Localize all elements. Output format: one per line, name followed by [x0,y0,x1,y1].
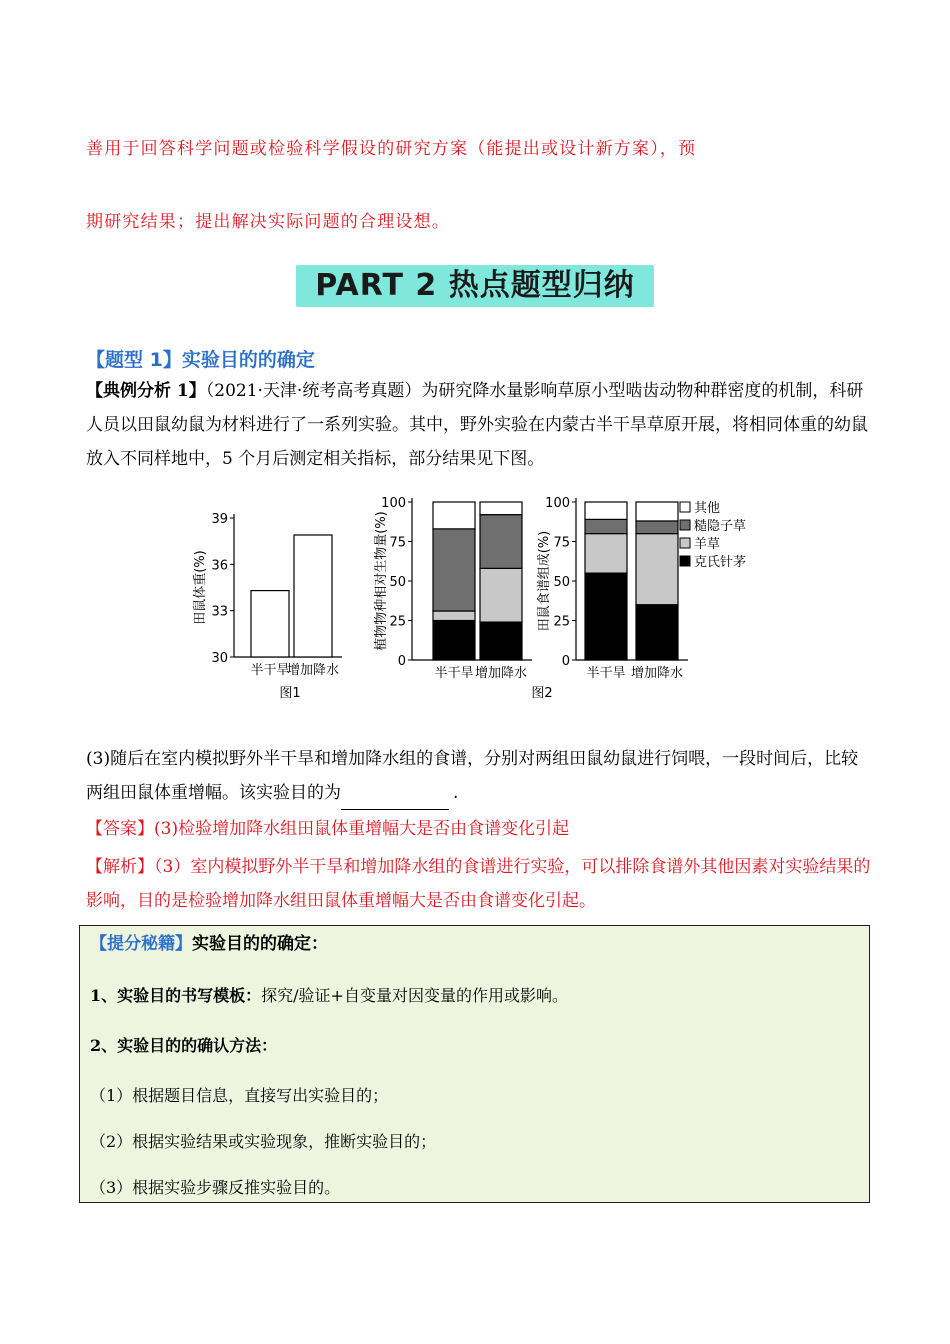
y-tick-label: 0 [397,654,406,669]
x-tick-label: 半干旱 [250,663,290,678]
legend-swatch [680,538,690,548]
bar [251,591,289,657]
stacked-bar-segment [585,502,627,519]
stacked-bar-segment [480,568,522,622]
y-tick-label: 25 [553,614,570,630]
tips-sub-3: （3）根据实验步骤反推实验目的。 [90,1178,341,1197]
stacked-bar-segment [636,521,678,534]
answer-label: 【答案】 [86,819,154,839]
y-tick-label: 100 [381,496,406,511]
example-text: （2021·天津·统考高考真题）为研究降水量影响草原小型啮齿动物种群密度的机制，科研人员以田鼠幼鼠为材料进行了一系列实验。其中，野外实验在内蒙古半干旱草原开展，将相同体重的幼鼠放入不同样地中，5 个月后测定相关指标，部分结果见下图。 [86,381,868,469]
stacked-bar-segment [480,515,522,569]
answer-line [86,812,871,846]
legend-label: 糙隐子草 [694,519,747,534]
figure-caption: 图1 [279,686,301,701]
question-type-title: 【题型 1】实验目的的确定 [86,349,315,371]
x-tick-label: 半干旱 [434,666,474,681]
y-tick-label: 30 [211,651,228,666]
legend-swatch [680,502,690,512]
stacked-bar-segment [636,605,678,660]
stacked-bar-segment [480,622,522,660]
stacked-bar-segment [636,502,678,521]
part-banner: PART 2 热点题型归纳 [296,265,654,307]
analysis-paragraph [86,850,871,918]
question-3 [86,742,871,810]
y-tick-label: 75 [553,535,570,551]
legend-swatch [680,556,690,566]
y-tick-label: 75 [389,535,406,551]
question-end: . [453,783,459,803]
y-tick-label: 100 [545,496,570,511]
question-text: (3)随后在室内模拟野外半干旱和增加降水组的食谱，分别对两组田鼠幼鼠进行饲喂，一段时间后，比较两组田鼠体重增幅。该实验目的为 [86,749,859,803]
example-paragraph [86,374,871,476]
stacked-bar-segment [585,519,627,533]
y-tick-label: 33 [211,604,228,620]
bar [294,535,332,657]
y-tick-label: 25 [389,614,406,630]
tips-heading [90,932,328,956]
stacked-bar-segment [585,573,627,660]
legend-label: 克氏针茅 [694,555,747,570]
analysis-label: 【解析】 [86,857,154,877]
stacked-bar-segment [433,529,475,611]
tips-sub-1: （1）根据题目信息，直接写出实验目的； [90,1086,389,1105]
stacked-bar-segment [480,502,522,515]
legend-swatch [680,520,690,530]
tips-label: 【提分秘籍】 [90,934,192,954]
legend-label: 羊草 [694,537,721,552]
answer-blank[interactable] [341,791,449,810]
tips-item-1-text: 探究/验证+自变量对因变量的作用或影响。 [261,986,568,1005]
figure-caption: 图2 [531,686,553,701]
y-tick-label: 0 [561,654,570,669]
y-tick-label: 50 [389,575,406,590]
y-tick-label: 36 [211,558,228,574]
intro-line-2: 期研究结果；提出解决实际问题的合理设想。 [86,212,450,232]
tips-item-2: 2、实验目的的确认方法： [90,1036,278,1055]
intro-line-1: 善用于回答科学问题或检验科学假设的研究方案（能提出或设计新方案），预 [86,139,697,159]
y-tick-label: 39 [211,512,228,527]
y-axis-label: 田鼠体重(%) [193,550,208,625]
stacked-bar-segment [636,534,678,605]
y-axis-label: 植物物种相对生物量(%) [374,511,389,651]
x-tick-label: 增加降水 [286,663,340,678]
example-label: 【典例分析 1】 [86,381,206,401]
tips-box [79,925,870,1203]
tips-item-1-label: 1、实验目的书写模板： [90,986,262,1005]
x-tick-label: 半干旱 [586,666,626,681]
tips-title: 实验目的的确定： [192,934,328,954]
y-axis-label: 田鼠食谱组成(%) [537,530,552,632]
tips-sub-2: （2）根据实验结果或实验现象，推断实验目的； [90,1132,437,1151]
stacked-bar-segment [585,534,627,574]
stacked-bar-segment [433,621,475,661]
answer-text: (3)检验增加降水组田鼠体重增幅大是否由食谱变化引起 [154,819,570,839]
tips-item-1 [90,984,568,1008]
stacked-bar-segment [433,611,475,620]
y-tick-label: 50 [553,575,570,590]
x-tick-label: 增加降水 [630,666,684,681]
x-tick-label: 增加降水 [474,666,528,681]
legend-label: 其他 [694,501,721,516]
figure-charts [180,490,747,715]
analysis-text: （3）室内模拟野外半干旱和增加降水组的食谱进行实验，可以排除食谱外其他因素对实验结果的影响，目的是检验增加降水组田鼠体重增幅大是否由食谱变化引起。 [86,857,871,911]
stacked-bar-segment [433,502,475,529]
